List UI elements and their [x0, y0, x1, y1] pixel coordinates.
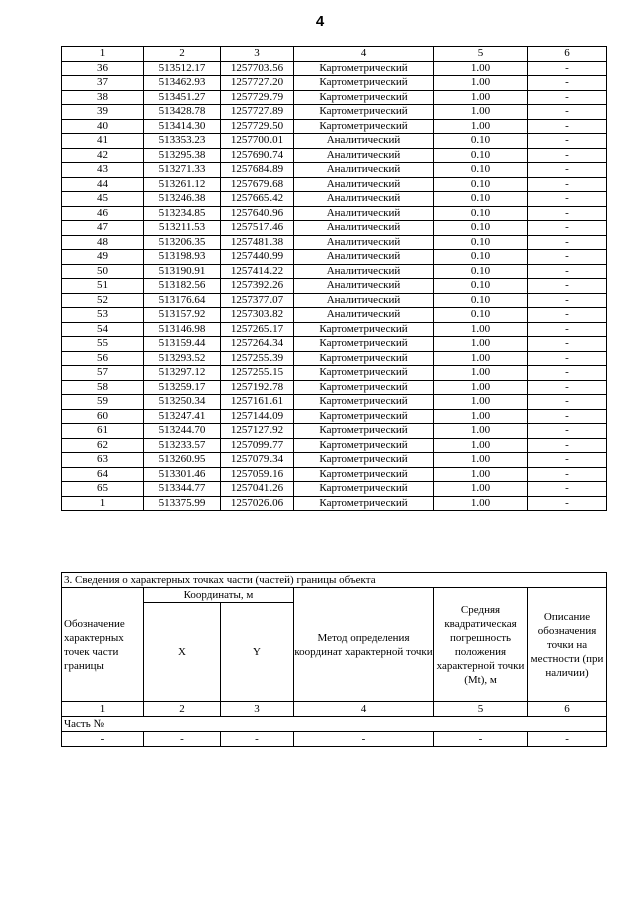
- method-cell: Картометрический: [294, 467, 434, 482]
- column-numbers-row: [62, 702, 607, 717]
- x-header: X: [144, 603, 221, 702]
- description-cell: -: [528, 61, 607, 76]
- x-coordinate-cell: 513176.64: [144, 293, 221, 308]
- y-coordinate-cell: 1257640.96: [221, 206, 294, 221]
- table-row: [62, 235, 607, 250]
- table-row: [62, 438, 607, 453]
- column-number: 2: [144, 47, 221, 62]
- point-number-cell: 65: [62, 482, 144, 497]
- x-coordinate-cell: 513414.30: [144, 119, 221, 134]
- description-cell: -: [528, 409, 607, 424]
- description-cell: -: [528, 380, 607, 395]
- method-cell: Аналитический: [294, 293, 434, 308]
- description-cell: -: [528, 395, 607, 410]
- x-coordinate-cell: 513198.93: [144, 250, 221, 265]
- point-number-cell: 50: [62, 264, 144, 279]
- part-label: Часть №: [62, 717, 607, 732]
- method-cell: Картометрический: [294, 105, 434, 120]
- y-coordinate-cell: 1257255.39: [221, 351, 294, 366]
- y-coordinate-cell: 1257679.68: [221, 177, 294, 192]
- table-row: [62, 351, 607, 366]
- point-number-cell: 44: [62, 177, 144, 192]
- description-cell: -: [528, 308, 607, 323]
- error-cell: 0.10: [434, 148, 528, 163]
- table-row: [62, 395, 607, 410]
- description-header: Описание обозначения точки на местности (при наличии): [528, 588, 607, 702]
- x-coordinate-cell: 513353.23: [144, 134, 221, 149]
- method-cell: Аналитический: [294, 264, 434, 279]
- description-cell: -: [528, 105, 607, 120]
- coordinates-table: [61, 46, 607, 511]
- x-coordinate-cell: 513297.12: [144, 366, 221, 381]
- method-cell: Картометрический: [294, 380, 434, 395]
- x-coordinate-cell: 513190.91: [144, 264, 221, 279]
- y-coordinate-cell: 1257727.20: [221, 76, 294, 91]
- table-row: [62, 177, 607, 192]
- table-row: [62, 119, 607, 134]
- table-row: [62, 76, 607, 91]
- table-row: [62, 192, 607, 207]
- y-coordinate-cell: 1257161.61: [221, 395, 294, 410]
- x-coordinate-cell: 513344.77: [144, 482, 221, 497]
- point-number-cell: 58: [62, 380, 144, 395]
- method-cell: Аналитический: [294, 206, 434, 221]
- error-header: Средняя квадратическая погрешность положения характерной точки (Mt), м: [434, 588, 528, 702]
- error-cell: 1.00: [434, 322, 528, 337]
- description-cell: -: [528, 235, 607, 250]
- error-cell: 0.10: [434, 293, 528, 308]
- point-number-cell: 37: [62, 76, 144, 91]
- table-header-row: [62, 47, 607, 62]
- description-cell: -: [528, 119, 607, 134]
- x-coordinate-cell: 513211.53: [144, 221, 221, 236]
- y-coordinate-cell: 1257079.34: [221, 453, 294, 468]
- method-cell: Картометрический: [294, 453, 434, 468]
- point-number-cell: 39: [62, 105, 144, 120]
- x-coordinate-cell: 513428.78: [144, 105, 221, 120]
- column-number: 4: [294, 702, 434, 717]
- description-cell: -: [528, 177, 607, 192]
- method-cell: Картометрический: [294, 61, 434, 76]
- description-cell: -: [528, 90, 607, 105]
- method-cell: Картометрический: [294, 438, 434, 453]
- error-cell: 0.10: [434, 279, 528, 294]
- table-row: [62, 61, 607, 76]
- point-number-cell: 43: [62, 163, 144, 178]
- y-coordinate-cell: 1257684.89: [221, 163, 294, 178]
- point-number-cell: 59: [62, 395, 144, 410]
- error-cell: 0.10: [434, 163, 528, 178]
- point-number-cell: 61: [62, 424, 144, 439]
- error-cell: 1.00: [434, 61, 528, 76]
- method-cell: Картометрический: [294, 366, 434, 381]
- y-coordinate-cell: 1257377.07: [221, 293, 294, 308]
- column-number: 6: [528, 702, 607, 717]
- error-cell: 0.10: [434, 177, 528, 192]
- table-row: [62, 380, 607, 395]
- y-coordinate-cell: 1257127.92: [221, 424, 294, 439]
- error-cell: 1.00: [434, 337, 528, 352]
- description-cell: -: [528, 206, 607, 221]
- description-cell: -: [528, 337, 607, 352]
- y-coordinate-cell: 1257414.22: [221, 264, 294, 279]
- table-cell: -: [221, 732, 294, 747]
- table-row: [62, 467, 607, 482]
- point-number-cell: 56: [62, 351, 144, 366]
- error-cell: 0.10: [434, 221, 528, 236]
- table-row: [62, 453, 607, 468]
- method-cell: Картометрический: [294, 395, 434, 410]
- method-cell: Картометрический: [294, 337, 434, 352]
- table-row: [62, 322, 607, 337]
- method-cell: Аналитический: [294, 134, 434, 149]
- x-coordinate-cell: 513301.46: [144, 467, 221, 482]
- y-coordinate-cell: 1257703.56: [221, 61, 294, 76]
- table-row: [62, 409, 607, 424]
- method-cell: Картометрический: [294, 322, 434, 337]
- description-cell: -: [528, 264, 607, 279]
- table-row: [62, 250, 607, 265]
- y-coordinate-cell: 1257265.17: [221, 322, 294, 337]
- description-cell: -: [528, 192, 607, 207]
- method-cell: Картометрический: [294, 90, 434, 105]
- y-coordinate-cell: 1257059.16: [221, 467, 294, 482]
- column-number: 3: [221, 702, 294, 717]
- column-number: 5: [434, 702, 528, 717]
- method-cell: Аналитический: [294, 250, 434, 265]
- table-row: [62, 105, 607, 120]
- table-row: [62, 482, 607, 497]
- error-cell: 0.10: [434, 235, 528, 250]
- method-cell: Картометрический: [294, 76, 434, 91]
- x-coordinate-cell: 513157.92: [144, 308, 221, 323]
- column-number: 1: [62, 47, 144, 62]
- point-number-cell: 36: [62, 61, 144, 76]
- x-coordinate-cell: 513462.93: [144, 76, 221, 91]
- point-number-cell: 49: [62, 250, 144, 265]
- x-coordinate-cell: 513247.41: [144, 409, 221, 424]
- error-cell: 1.00: [434, 395, 528, 410]
- error-cell: 1.00: [434, 380, 528, 395]
- description-cell: -: [528, 134, 607, 149]
- point-number-cell: 48: [62, 235, 144, 250]
- point-number-cell: 64: [62, 467, 144, 482]
- point-number-cell: 53: [62, 308, 144, 323]
- x-coordinate-cell: 513512.17: [144, 61, 221, 76]
- error-cell: 1.00: [434, 467, 528, 482]
- x-coordinate-cell: 513451.27: [144, 90, 221, 105]
- x-coordinate-cell: 513206.35: [144, 235, 221, 250]
- table-row: [62, 366, 607, 381]
- description-cell: -: [528, 366, 607, 381]
- error-cell: 1.00: [434, 438, 528, 453]
- description-cell: -: [528, 496, 607, 511]
- table-row: [62, 496, 607, 511]
- x-coordinate-cell: 513259.17: [144, 380, 221, 395]
- method-cell: Картометрический: [294, 351, 434, 366]
- x-coordinate-cell: 513293.52: [144, 351, 221, 366]
- point-number-cell: 46: [62, 206, 144, 221]
- method-cell: Аналитический: [294, 163, 434, 178]
- method-cell: Картометрический: [294, 119, 434, 134]
- method-cell: Аналитический: [294, 192, 434, 207]
- section-title: 3. Сведения о характерных точках части (частей) границы объекта: [62, 573, 607, 588]
- column-number: 4: [294, 47, 434, 62]
- point-number-cell: 47: [62, 221, 144, 236]
- point-number-cell: 42: [62, 148, 144, 163]
- x-coordinate-cell: 513260.95: [144, 453, 221, 468]
- y-coordinate-cell: 1257392.26: [221, 279, 294, 294]
- point-designation-header: Обозначение характерных точек части границы: [62, 588, 144, 702]
- point-number-cell: 60: [62, 409, 144, 424]
- error-cell: 1.00: [434, 482, 528, 497]
- method-cell: Аналитический: [294, 308, 434, 323]
- y-coordinate-cell: 1257255.15: [221, 366, 294, 381]
- point-number-cell: 52: [62, 293, 144, 308]
- column-number: 2: [144, 702, 221, 717]
- method-cell: Картометрический: [294, 496, 434, 511]
- y-coordinate-cell: 1257727.89: [221, 105, 294, 120]
- method-cell: Аналитический: [294, 221, 434, 236]
- x-coordinate-cell: 513233.57: [144, 438, 221, 453]
- description-cell: -: [528, 438, 607, 453]
- error-cell: 1.00: [434, 351, 528, 366]
- error-cell: 1.00: [434, 119, 528, 134]
- table-row: [62, 293, 607, 308]
- y-coordinate-cell: 1257144.09: [221, 409, 294, 424]
- table-cell: -: [62, 732, 144, 747]
- y-coordinate-cell: 1257264.34: [221, 337, 294, 352]
- description-cell: -: [528, 221, 607, 236]
- table-row: [62, 337, 607, 352]
- y-coordinate-cell: 1257099.77: [221, 438, 294, 453]
- point-number-cell: 55: [62, 337, 144, 352]
- point-number-cell: 41: [62, 134, 144, 149]
- x-coordinate-cell: 513250.34: [144, 395, 221, 410]
- method-cell: Картометрический: [294, 409, 434, 424]
- description-cell: -: [528, 322, 607, 337]
- description-cell: -: [528, 148, 607, 163]
- y-coordinate-cell: 1257700.01: [221, 134, 294, 149]
- column-number: 6: [528, 47, 607, 62]
- point-number-cell: 1: [62, 496, 144, 511]
- method-cell: Картометрический: [294, 424, 434, 439]
- error-cell: 0.10: [434, 134, 528, 149]
- method-header: Метод определения координат характерной точки: [294, 588, 434, 702]
- method-cell: Аналитический: [294, 177, 434, 192]
- x-coordinate-cell: 513261.12: [144, 177, 221, 192]
- y-coordinate-cell: 1257517.46: [221, 221, 294, 236]
- point-number-cell: 62: [62, 438, 144, 453]
- description-cell: -: [528, 76, 607, 91]
- table-row: [62, 308, 607, 323]
- point-number-cell: 54: [62, 322, 144, 337]
- x-coordinate-cell: 513146.98: [144, 322, 221, 337]
- table-row: [62, 90, 607, 105]
- description-cell: -: [528, 482, 607, 497]
- error-cell: 0.10: [434, 192, 528, 207]
- x-coordinate-cell: 513295.38: [144, 148, 221, 163]
- table-row: [62, 163, 607, 178]
- y-coordinate-cell: 1257041.26: [221, 482, 294, 497]
- method-cell: Картометрический: [294, 482, 434, 497]
- y-header: Y: [221, 603, 294, 702]
- description-cell: -: [528, 467, 607, 482]
- y-coordinate-cell: 1257665.42: [221, 192, 294, 207]
- point-number-cell: 45: [62, 192, 144, 207]
- x-coordinate-cell: 513159.44: [144, 337, 221, 352]
- page-number: 4: [315, 13, 325, 30]
- point-number-cell: 57: [62, 366, 144, 381]
- x-coordinate-cell: 513182.56: [144, 279, 221, 294]
- method-cell: Аналитический: [294, 235, 434, 250]
- error-cell: 0.10: [434, 308, 528, 323]
- point-number-cell: 63: [62, 453, 144, 468]
- error-cell: 1.00: [434, 76, 528, 91]
- error-cell: 1.00: [434, 409, 528, 424]
- error-cell: 1.00: [434, 105, 528, 120]
- error-cell: 1.00: [434, 424, 528, 439]
- y-coordinate-cell: 1257690.74: [221, 148, 294, 163]
- point-number-cell: 38: [62, 90, 144, 105]
- y-coordinate-cell: 1257440.99: [221, 250, 294, 265]
- x-coordinate-cell: 513246.38: [144, 192, 221, 207]
- method-cell: Аналитический: [294, 279, 434, 294]
- column-number: 5: [434, 47, 528, 62]
- table-row: [62, 264, 607, 279]
- description-cell: -: [528, 250, 607, 265]
- x-coordinate-cell: 513375.99: [144, 496, 221, 511]
- table-row: [62, 424, 607, 439]
- table-row: [62, 732, 607, 747]
- point-number-cell: 40: [62, 119, 144, 134]
- error-cell: 1.00: [434, 496, 528, 511]
- error-cell: 1.00: [434, 366, 528, 381]
- error-cell: 1.00: [434, 90, 528, 105]
- description-cell: -: [528, 293, 607, 308]
- error-cell: 0.10: [434, 206, 528, 221]
- description-cell: -: [528, 163, 607, 178]
- y-coordinate-cell: 1257729.79: [221, 90, 294, 105]
- y-coordinate-cell: 1257729.50: [221, 119, 294, 134]
- description-cell: -: [528, 453, 607, 468]
- table-row: [62, 148, 607, 163]
- table-cell: -: [434, 732, 528, 747]
- error-cell: 1.00: [434, 453, 528, 468]
- description-cell: -: [528, 279, 607, 294]
- y-coordinate-cell: 1257192.78: [221, 380, 294, 395]
- error-cell: 0.10: [434, 250, 528, 265]
- column-number: 3: [221, 47, 294, 62]
- table-cell: -: [528, 732, 607, 747]
- description-cell: -: [528, 351, 607, 366]
- description-cell: -: [528, 424, 607, 439]
- part-points-table: [61, 572, 607, 747]
- error-cell: 0.10: [434, 264, 528, 279]
- x-coordinate-cell: 513234.85: [144, 206, 221, 221]
- y-coordinate-cell: 1257481.38: [221, 235, 294, 250]
- table-row: [62, 221, 607, 236]
- column-number: 1: [62, 702, 144, 717]
- table-row: [62, 206, 607, 221]
- method-cell: Аналитический: [294, 148, 434, 163]
- x-coordinate-cell: 513271.33: [144, 163, 221, 178]
- table-cell: -: [144, 732, 221, 747]
- point-number-cell: 51: [62, 279, 144, 294]
- y-coordinate-cell: 1257303.82: [221, 308, 294, 323]
- table-cell: -: [294, 732, 434, 747]
- y-coordinate-cell: 1257026.06: [221, 496, 294, 511]
- x-coordinate-cell: 513244.70: [144, 424, 221, 439]
- coordinates-header: Координаты, м: [144, 588, 294, 603]
- table-row: [62, 279, 607, 294]
- table-row: [62, 134, 607, 149]
